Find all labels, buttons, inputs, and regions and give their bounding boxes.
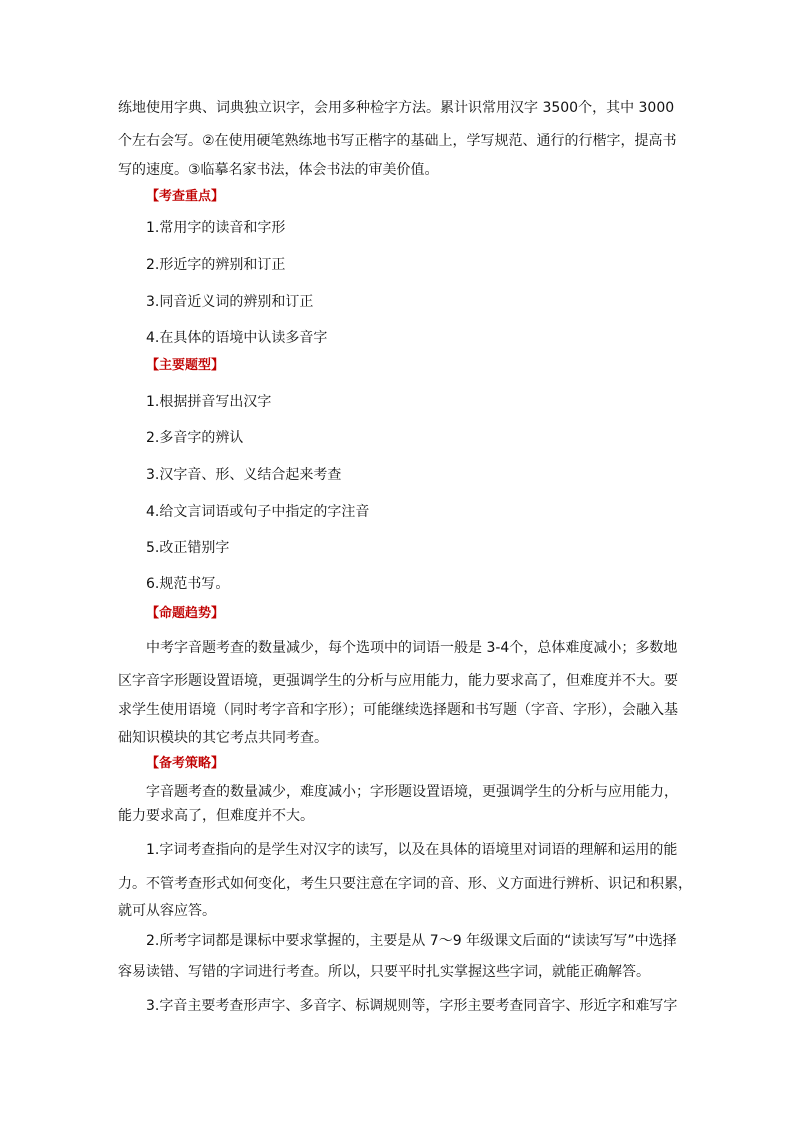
strategy-heading: 【备考策略】 — [146, 756, 225, 771]
intro-line-1: 练地使用字典、词典独立识字，会用多种检字方法。累计识常用汉字 3500个，其中 3000 — [118, 100, 675, 116]
types-item-6: 6.规范书写。 — [146, 576, 230, 592]
strategy-p3-line-2: 容易读错、写错的字词进行考查。所以，只要平时扎实掌握这些字词，就能正确解答。 — [118, 964, 650, 980]
types-item-5: 5.改正错别字 — [146, 540, 230, 556]
types-item-1: 1.根据拼音写出汉字 — [146, 394, 272, 410]
types-item-3: 3.汉字音、形、义结合起来考查 — [146, 467, 342, 483]
strategy-p1-line-1: 字音题考查的数量减少，难度减小；字形题设置语境，更强调学生的分析与应用能力， — [146, 784, 678, 800]
intro-line-2: 个左右会写。②在使用硬笔熟练地书写正楷字的基础上，学写规范、通行的行楷字，提高书 — [118, 133, 677, 149]
trend-line-1: 中考字音题考查的数量减少，每个选项中的词语一般是 3-4个，总体难度减小；多数地 — [146, 640, 678, 656]
strategy-p2-line-2: 力。不管考查形式如何变化，考生只要注意在字词的音、形、义方面进行辨析、识记和积累， — [118, 876, 692, 892]
types-item-2: 2.多音字的辨认 — [146, 430, 244, 446]
trend-heading: 【命题趋势】 — [146, 606, 225, 621]
trend-line-4: 础知识模块的其它考点共同考查。 — [118, 730, 328, 746]
trend-line-2: 区字音字形题设置语境，更强调学生的分析与应用能力，能力要求高了，但难度并不大。要 — [118, 673, 678, 689]
focus-item-3: 3.同音近义词的辨别和订正 — [146, 294, 314, 310]
types-heading: 【主要题型】 — [146, 358, 225, 373]
focus-item-1: 1.常用字的读音和字形 — [146, 220, 286, 236]
strategy-p1-line-2: 能力要求高了，但难度并不大。 — [118, 808, 314, 824]
strategy-p4-line-1: 3.字音主要考查形声字、多音字、标调规则等，字形主要考查同音字、形近字和难写字 — [146, 998, 678, 1014]
trend-line-3: 求学生使用语境（同时考字音和字形）；可能继续选择题和书写题（字音、字形），会融入基 — [118, 702, 678, 718]
types-item-4: 4.给文言词语或句子中指定的字注音 — [146, 504, 370, 520]
focus-item-2: 2.形近字的辨别和订正 — [146, 257, 286, 273]
strategy-p2-line-3: 就可从容应答。 — [118, 903, 216, 919]
strategy-p3-line-1: 2.所考字词都是课标中要求掌握的，主要是从 7～9 年级课文后面的“读读写写”中选择 — [146, 933, 677, 949]
strategy-p2-line-1: 1.字词考查指向的是学生对汉字的读写，以及在具体的语境里对词语的理解和运用的能 — [146, 842, 678, 858]
intro-line-3: 写的速度。③临摹名家书法，体会书法的审美价值。 — [118, 162, 439, 178]
focus-heading: 【考查重点】 — [146, 189, 225, 204]
focus-item-4: 4.在具体的语境中认读多音字 — [146, 330, 328, 346]
